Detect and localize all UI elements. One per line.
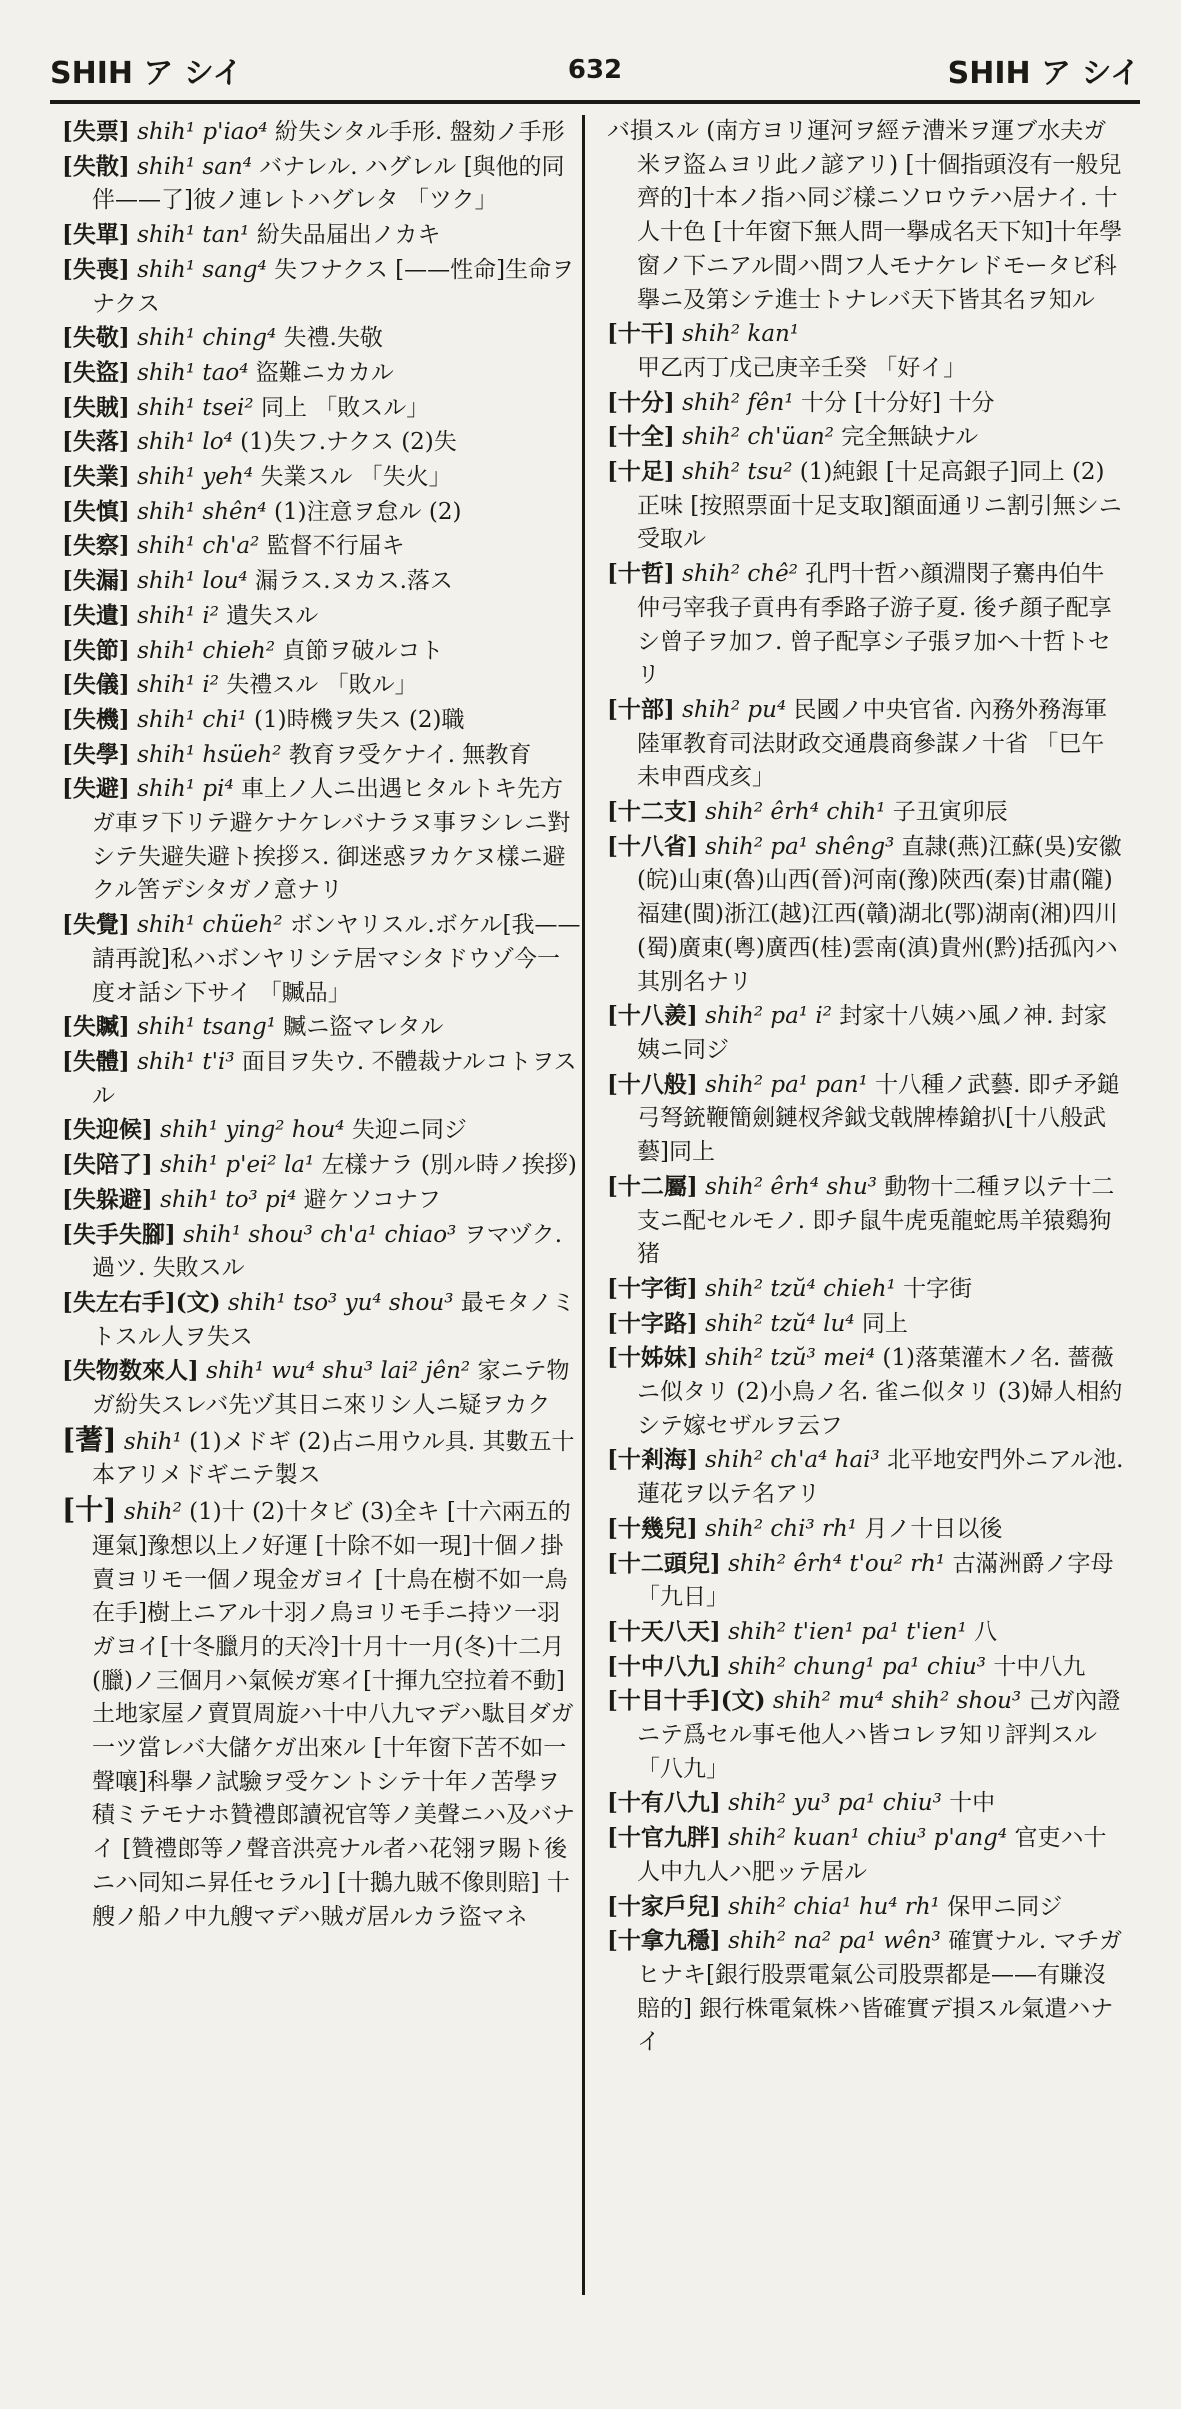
dictionary-entry: [607, 1821, 1127, 1889]
entry-romanization: shih² ch'a⁴ hai³: [705, 1447, 880, 1474]
entry-headword: [十足]: [607, 458, 675, 486]
entry-headword: [失落]: [62, 428, 130, 456]
entry-romanization: shih² ch'üan²: [682, 424, 834, 451]
entry-definition: (1)失フ.ナクス (2)失: [240, 429, 457, 456]
dictionary-entry: [607, 420, 1127, 455]
entry-headword: [十哲]: [607, 560, 675, 588]
entry-romanization: shih¹ hsüeh²: [137, 741, 282, 768]
entry-romanization: shih² fên¹: [682, 389, 794, 416]
running-head-right: SHIH ア シイ: [947, 56, 1140, 91]
entry-headword: [十有八九]: [607, 1789, 721, 1817]
entry-romanization: shih² chia¹ hu⁴ rh¹: [728, 1893, 940, 1920]
entry-definition: 民國ノ中央官省. 內務外務海軍陸軍教育司法財政交通農商參謀ノ十省 「巳午未申酉戌亥」: [637, 696, 1108, 791]
entry-headword: [失陪了]: [62, 1151, 153, 1179]
entry-definition: 贓ニ盜マレタル: [283, 1014, 444, 1041]
entry-headword: [失察]: [62, 532, 130, 560]
entry-romanization: shih²: [123, 1499, 182, 1526]
entry-headword: [失避]: [62, 775, 130, 803]
entry-definition: 失迎ニ同ジ: [351, 1117, 467, 1144]
entry-definition: (1)落葉灌木ノ名. 薔薇ニ似タリ (2)小鳥ノ名. 雀ニ似タリ (3)婦人相約シテ嫁セザルヲ云フ: [637, 1345, 1123, 1439]
dictionary-entry: [62, 1045, 582, 1113]
dictionary-entry: [607, 830, 1127, 1000]
entry-headword: [十目十手](文): [607, 1687, 766, 1715]
entry-headword: [十]: [62, 1493, 117, 1527]
entry-definition: (1)時機ヲ失ス (2)職: [253, 706, 465, 733]
entry-headword: [失散]: [62, 152, 130, 180]
entry-definition: 教育ヲ受ケナイ. 無教育: [288, 741, 532, 768]
entry-headword: [失贓]: [62, 1013, 130, 1041]
entry-romanization: shih¹ chi¹: [137, 706, 247, 733]
entry-headword: [十二支]: [607, 798, 698, 826]
entry-headword: [失敬]: [62, 324, 130, 352]
entry-definition: 家ニテ物ガ紛失スレバ先ヅ其日ニ來リシ人ニ疑ヲカク: [92, 1358, 570, 1419]
entry-romanization: shih¹ chüeh²: [137, 912, 283, 939]
entry-headword: [失業]: [62, 463, 130, 491]
dictionary-entry: [607, 1615, 1127, 1650]
entry-romanization: shih¹ lo⁴: [137, 429, 233, 456]
entry-headword: [十八般]: [607, 1070, 698, 1098]
entry-romanization: shih¹ p'ei² la¹: [160, 1152, 315, 1179]
entry-definition: 同上: [861, 1310, 908, 1337]
entry-headword: [失體]: [62, 1047, 130, 1075]
entry-romanization: shih¹ i²: [137, 602, 219, 629]
entry-definition: 八: [974, 1618, 998, 1645]
entry-definition: ボンヤリスル.ボケル[我——請再說]私ハボンヤリシテ居マシタドウゾ今一度オ話シ下サイ 「贓品」: [92, 912, 581, 1006]
dictionary-entry: [607, 1170, 1127, 1272]
entry-headword: [十八省]: [607, 832, 698, 860]
entry-romanization: shih¹ i²: [137, 672, 219, 699]
dictionary-entry: [62, 668, 582, 703]
entry-definition: 完全無缺ナル: [841, 424, 979, 451]
entry-definition: 紛失シタル手形. 盤劾ノ手形: [274, 119, 565, 145]
entry-definition: 面目ヲ失ウ. 不體裁ナルコトヲスル: [92, 1048, 577, 1109]
entry-definition: 盜難ニカカル: [255, 359, 394, 386]
entry-headword: [十剎海]: [607, 1446, 698, 1474]
entry-definition: 避ケソコナフ: [303, 1186, 441, 1213]
entry-romanization: shih¹ tan¹: [137, 222, 250, 249]
dictionary-entry: [62, 1183, 582, 1218]
dictionary-entry: [62, 150, 582, 218]
entry-definition: 封家十八姨ハ風ノ神. 封家姨ニ同ジ: [637, 1003, 1107, 1063]
entry-romanization: shih² êrh⁴ shu³: [705, 1173, 877, 1200]
dictionary-entry: [62, 599, 582, 634]
dictionary-entry: [62, 1423, 582, 1493]
entry-romanization: shih² pu⁴: [682, 696, 787, 723]
entry-headword: [失機]: [62, 705, 130, 733]
entry-headword: [失遺]: [62, 601, 130, 629]
entry-romanization: shih¹ san⁴: [137, 153, 252, 180]
entry-headword: [十官九胖]: [607, 1824, 721, 1852]
dictionary-entry: [607, 1341, 1127, 1443]
entry-headword: [失手失腳]: [62, 1220, 176, 1248]
entry-headword: [十分]: [607, 388, 675, 416]
entry-definition: 遺失スル: [226, 602, 319, 629]
entry-definition: 同上 「敗スル」: [260, 394, 430, 421]
text-columns: [62, 115, 1127, 2295]
dictionary-entry: [607, 1890, 1127, 1925]
entry-romanization: shih² pa¹ pan¹: [705, 1071, 868, 1098]
dictionary-entry: [607, 115, 1127, 317]
entry-romanization: shih² kuan¹ chiu³ p'ang⁴: [728, 1825, 1008, 1852]
entry-headword: [失物数來人]: [62, 1357, 199, 1385]
dictionary-entry: [62, 908, 582, 1010]
entry-headword: [失賊]: [62, 393, 130, 421]
entry-headword: [十字街]: [607, 1274, 698, 1302]
entry-definition: ヲマヅク. 過ツ. 失敗スル: [92, 1221, 563, 1282]
page-header: [50, 40, 1140, 104]
entry-definition: 車上ノ人ニ出遇ヒタルトキ先方ガ車ヲ下リテ避ケナケレバナラヌ事ヲシレニ對シテ失避失避ト挨拶ス. 御迷惑ヲカケヌ樣ニ避クル筈デシタガノ意ナリ: [92, 776, 571, 904]
entry-headword: [蓍]: [62, 1422, 117, 1456]
entry-romanization: shih¹ tsang¹: [137, 1014, 276, 1041]
entry-romanization: shih¹ ch'a²: [137, 533, 260, 560]
entry-headword: [失學]: [62, 740, 130, 768]
entry-headword: [十天八天]: [607, 1617, 721, 1645]
entry-definition: 官吏ハ十人中九人ハ肥ッテ居ル: [637, 1825, 1107, 1885]
entry-definition: 紛失品届出ノカキ: [256, 222, 441, 249]
dictionary-entry: [62, 495, 582, 530]
dictionary-entry: [607, 1786, 1127, 1821]
running-head-left: SHIH ア シイ: [50, 56, 243, 91]
entry-romanization: shih¹ ching⁴: [137, 325, 277, 352]
entry-definition: バナレル. ハグレル [與他的同伴——了]彼ノ連レトハグレタ 「ツク」: [92, 153, 565, 214]
entry-headword: [失躲避]: [62, 1185, 153, 1213]
entry-romanization: shih¹ wu⁴ shu³ lai² jên²: [206, 1358, 471, 1385]
entry-headword: [十全]: [607, 423, 675, 451]
dictionary-entry: [607, 795, 1127, 830]
entry-romanization: shih¹ shou³ ch'a¹ chiao³: [183, 1221, 457, 1248]
entry-romanization: shih² tzŭ³ mei⁴: [705, 1345, 876, 1372]
entry-definition: 直隷(燕)江蘇(吳)安徽(皖)山東(魯)山西(晉)河南(豫)陝西(秦)甘肅(隴)福建(閩)浙江(越)江西(贛)湖北(鄂)湖南(湘)四川(蜀)廣東(粵)廣西(桂)雲南(滇)貴州(黔)括孤內ハ其別名ナリ: [637, 833, 1122, 995]
entry-definition: 子丑寅卯辰: [892, 799, 1008, 826]
entry-headword: [十八羨]: [607, 1002, 698, 1030]
entry-definition: 漏ラス.ヌカス.落ス: [254, 568, 453, 595]
entry-romanization: shih¹ pi⁴: [137, 776, 234, 803]
entry-headword: [失票]: [62, 118, 130, 145]
dictionary-entry: [62, 634, 582, 669]
entry-romanization: shih² mu⁴ shih² shou³: [772, 1688, 1022, 1715]
entry-definition: (1)十 (2)十タビ (3)全キ [十六兩五的運氣]豫想以上ノ好運 [十除不如一現]十個ノ掛賣ヨリモ一個ノ現金ガヨイ [十鳥在樹不如一鳥在手]樹上ニアル十羽ノ鳥ヨリモ手ニ持ツ一羽ガヨイ[十冬臘月的天冷]十月十一月(冬)十二月(臘)ノ三個月ハ氣候ガ寒イ[十揮九空拉着不動]土地家屋ノ賣買周旋ハ十中八九マデハ駄目ダガ一ツ當レバ大儲ケガ出來ル [十年窗下苦不如一聲嚷]科擧ノ試驗ヲ受ケントシテ十年ノ苦學ヲ積ミテモナホ贊禮郎讀祝官等ノ美聲ニハ及バナイ [贊禮郎等ノ聲音洪亮ナル者ハ花翎ヲ賜ト後ニハ同知ニ昇任セラル] [十鵝九賊不像則賠] 十艘ノ船ノ中九艘マデハ賊ガ居ルカラ盜マネ: [92, 1499, 575, 1930]
entry-headword: [十中八九]: [607, 1652, 721, 1680]
dictionary-entry: [607, 1684, 1127, 1786]
entry-definition: バ損スル (南方ヨリ運河ヲ經テ漕米ヲ運ブ水夫ガ米ヲ盜ムヨリ此ノ諺アリ) [十個指頭沒有一般兒齊的]十本ノ指ハ同ジ樣ニソロウテハ居ナイ. 十人十色 [十年窗下無人問一擧成名天下知]十年學窗ノ下ニアル間ハ問フ人モナケレドモータビ科擧ニ及第シテ進士トナレバ天下皆其名ヲ知ル: [607, 118, 1123, 313]
entry-headword: [十二屬]: [607, 1172, 698, 1200]
dictionary-entry: [607, 317, 1127, 385]
entry-definition: 北平地安門外ニアル池. 蓮花ヲ以テ名アリ: [637, 1447, 1124, 1508]
entry-headword: [十字路]: [607, 1309, 698, 1337]
entry-definition: (1)注意ヲ怠ル (2): [273, 498, 462, 525]
entry-definition: 貞節ヲ破ルコト: [282, 637, 444, 664]
dictionary-entry: [607, 1924, 1127, 2060]
entry-romanization: shih² êrh⁴ t'ou² rh¹: [728, 1550, 946, 1577]
page-number: 632: [567, 55, 623, 85]
entry-definition: 十中八九: [993, 1653, 1086, 1680]
dictionary-entry: [62, 425, 582, 460]
entry-romanization: shih² pa¹ shêng³: [705, 833, 895, 860]
entry-headword: [十幾兒]: [607, 1514, 698, 1542]
entry-romanization: shih¹ shên⁴: [137, 498, 267, 525]
entry-romanization: shih² êrh⁴ chih¹: [705, 799, 886, 826]
dictionary-entry: [607, 999, 1127, 1067]
dictionary-entry: [62, 218, 582, 253]
dictionary-entry: [62, 1148, 582, 1183]
entry-headword: [十二頭兒]: [607, 1549, 721, 1577]
entry-headword: [失迎候]: [62, 1116, 153, 1144]
entry-definition: (1)純銀 [十足高銀子]同上 (2)正味 [按照票面十足支取]額面通リニ割引無シニ受取ル: [637, 459, 1122, 553]
entry-headword: [十家戶兒]: [607, 1892, 721, 1920]
entry-romanization: shih¹ yeh⁴: [137, 464, 254, 491]
entry-romanization: shih² tsu²: [682, 459, 793, 486]
dictionary-entry: [62, 738, 582, 773]
entry-romanization: shih¹ to³ pi⁴: [160, 1186, 297, 1213]
dictionary-entry: [607, 557, 1127, 693]
dictionary-entry: [607, 455, 1127, 557]
entry-romanization: shih¹ lou⁴: [137, 568, 248, 595]
right-column: [585, 115, 1127, 2295]
entry-romanization: shih² yu³ pa¹ chiu³: [728, 1790, 942, 1817]
entry-romanization: shih¹ tsei²: [137, 394, 254, 421]
entry-headword: [失節]: [62, 636, 130, 664]
entry-romanization: shih¹ chieh²: [137, 637, 276, 664]
entry-romanization: shih² chê²: [682, 561, 798, 588]
dictionary-entry: [62, 564, 582, 599]
entry-definition: 月ノ十日以後: [864, 1515, 1003, 1542]
dictionary-entry: [62, 772, 582, 908]
entry-romanization: shih² t'ien¹ pa¹ t'ien¹: [728, 1618, 967, 1645]
entry-definition: 甲乙丙丁戊己庚辛壬癸 「好イ」: [637, 354, 967, 381]
entry-romanization: shih¹ ying² hou⁴: [160, 1117, 345, 1144]
entry-headword: [十干]: [607, 320, 675, 348]
entry-definition: 十字街: [903, 1275, 973, 1302]
entry-romanization: shih¹ sang⁴: [137, 256, 267, 283]
entry-definition: 失禮.失敬: [283, 325, 383, 352]
left-column: [62, 115, 582, 2295]
entry-definition: 確實ナル. マチガヒナキ[銀行股票電氣公司股票都是——有賺沒賠的] 銀行株電氣株ハ皆確實デ損スル氣遣ハナイ: [637, 1928, 1123, 2056]
entry-definition: 失禮スル 「敗ル」: [226, 672, 418, 699]
entry-definition: 左樣ナラ (別ル時ノ挨拶): [321, 1152, 577, 1179]
entry-definition: 古滿洲爵ノ字母 「九日」: [637, 1550, 1114, 1611]
entry-romanization: shih² tzŭ⁴ lu⁴: [705, 1310, 855, 1337]
entry-definition: 最モタノミトスル人ヲ失ス: [92, 1289, 576, 1350]
entry-definition: (1)メドギ (2)占ニ用ウル具. 其數五十本アリメドギニテ製ス: [92, 1428, 575, 1489]
entry-headword: [失盜]: [62, 358, 130, 386]
entry-romanization: shih¹ p'iao⁴: [137, 119, 268, 145]
dictionary-entry: [62, 460, 582, 495]
dictionary-entry: [62, 529, 582, 564]
entry-definition: 監督不行届キ: [266, 533, 405, 560]
entry-definition: 十分 [十分好] 十分: [800, 389, 995, 416]
dictionary-entry: [607, 1443, 1127, 1511]
dictionary-entry: [607, 1650, 1127, 1685]
entry-romanization: shih² tzŭ⁴ chieh¹: [705, 1275, 896, 1302]
entry-romanization: shih¹ tao⁴: [137, 359, 249, 386]
entry-definition: 失フナクス [——性命]生命ヲナクス: [92, 256, 575, 317]
dictionary-entry: [607, 386, 1127, 421]
entry-romanization: shih² pa¹ i²: [705, 1003, 832, 1030]
entry-headword: [失左右手](文): [62, 1288, 221, 1316]
entry-headword: [失慎]: [62, 497, 130, 525]
entry-romanization: shih² chung¹ pa¹ chiu³: [728, 1653, 987, 1680]
entry-romanization: shih¹: [123, 1428, 182, 1455]
dictionary-entry: [62, 1286, 582, 1354]
entry-headword: [十拿九穩]: [607, 1927, 721, 1955]
entry-definition: 己ガ內證ニテ爲セル事モ他人ハ皆コレヲ知リ評判スル 「八九」: [637, 1688, 1121, 1782]
entry-definition: 十中: [949, 1790, 996, 1817]
dictionary-entry: [607, 1068, 1127, 1170]
dictionary-entry: [62, 253, 582, 321]
dictionary-entry: [62, 1493, 582, 1934]
entry-romanization: shih² na² pa¹ wên³: [728, 1928, 941, 1955]
entry-definition: 失業スル 「失火」: [260, 464, 452, 491]
dictionary-entry: [62, 356, 582, 391]
entry-romanization: shih² kan¹: [682, 321, 800, 348]
entry-headword: [十姊妹]: [607, 1344, 698, 1372]
entry-definition: 孔門十哲ハ顔淵閔子騫冉伯牛仲弓宰我子貢冉有季路子游子夏. 後チ顔子配享シ曾子ヲ加フ. 曾子配享シ子張ヲ加ヘ十哲トセリ: [637, 561, 1112, 689]
dictionary-entry: [62, 115, 582, 150]
entry-headword: [失單]: [62, 221, 130, 249]
dictionary-entry: [62, 321, 582, 356]
entry-headword: [十部]: [607, 695, 675, 723]
dictionary-entry: [607, 1307, 1127, 1342]
dictionary-entry: [607, 1272, 1127, 1307]
dictionary-entry: [62, 1010, 582, 1045]
dictionary-entry: [62, 1354, 582, 1422]
dictionary-entry: [607, 1547, 1127, 1615]
entry-headword: [失喪]: [62, 255, 130, 283]
dictionary-entry: [62, 1218, 582, 1286]
entry-romanization: shih¹ tso³ yu⁴ shou³: [227, 1289, 454, 1316]
dictionary-entry: [62, 703, 582, 738]
entry-romanization: shih² chi³ rh¹: [705, 1515, 858, 1542]
dictionary-entry: [62, 1113, 582, 1148]
entry-definition: 保甲ニ同ジ: [947, 1893, 1063, 1920]
entry-headword: [失儀]: [62, 671, 130, 699]
entry-definition: 動物十二種ヲ以テ十二支ニ配セルモノ. 即チ鼠牛虎兎龍蛇馬羊猿鷄狗猪: [637, 1173, 1115, 1268]
dictionary-entry: [62, 391, 582, 426]
entry-headword: [失漏]: [62, 567, 130, 595]
entry-headword: [失覺]: [62, 911, 130, 939]
dictionary-entry: [607, 1512, 1127, 1547]
entry-definition: 十八種ノ武藝. 即チ矛鎚弓弩銃鞭簡劍鏈杈斧鉞戈戟牌棒鎗扒[十八般武藝]同上: [637, 1071, 1120, 1166]
entry-romanization: shih¹ t'i³: [137, 1048, 235, 1075]
dictionary-entry: [607, 693, 1127, 795]
